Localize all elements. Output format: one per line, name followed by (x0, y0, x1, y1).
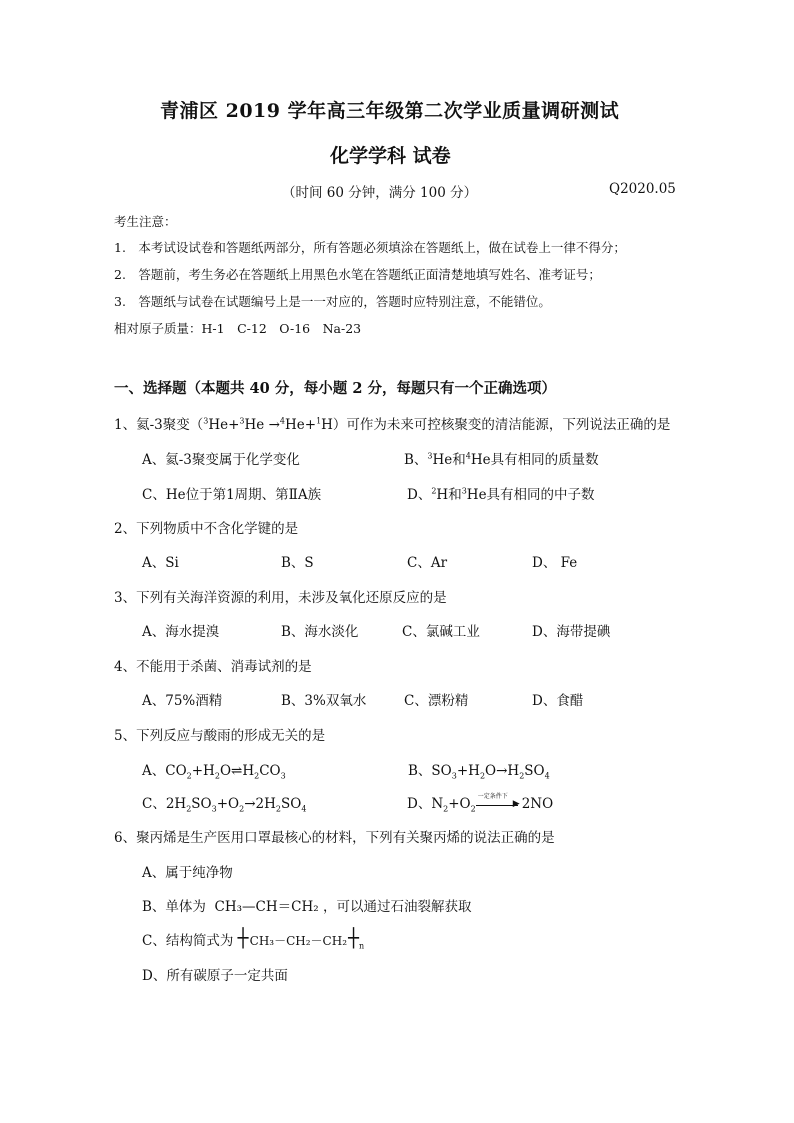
q4-option-d: D、食醋 (532, 693, 584, 709)
paper-code: Q2020.05 (609, 181, 676, 197)
page-subtitle: 化学学科 试卷 (330, 145, 451, 167)
q1-option-b: B、$^3$He和$^4$He具有相同的质量数 (404, 451, 599, 468)
page-title: 青浦区 2019 学年高三年级第二次学业质量调研测试 (160, 100, 620, 122)
question-2-stem: 2、下列物质中不含化学键的是 (114, 521, 299, 537)
q2-option-c: C、Ar (407, 555, 448, 571)
q2-option-d: D、 Fe (532, 555, 578, 571)
q4-option-b: B、3%双氧水 (281, 693, 367, 709)
q3-option-c: C、氯碱工业 (402, 624, 480, 640)
q3-option-d: D、海带提碘 (532, 624, 611, 640)
q6-option-c: C、结构简式为 ┼ CH₃－CH₂－CH₂ ┼ $_n$ (142, 928, 365, 951)
monomer-formula: CH₃—CH＝CH₂ (214, 899, 319, 915)
notice-item-1: 1. 本考试设试卷和答题纸两部分，所有答题必须填涂在答题纸上，做在试卷上一律不得分； (114, 240, 626, 255)
time-info: （时间 60 分钟，满分 100 分） (282, 185, 478, 201)
q1-option-a: A、氦-3聚变属于化学变化 (142, 452, 300, 468)
arrow-condition-label: 一定条件下 (477, 792, 508, 800)
q6-option-a: A、属于纯净物 (142, 865, 233, 881)
q2-option-a: A、Si (142, 555, 179, 571)
q1-option-d: D、$^2$H和$^3$He具有相同的中子数 (407, 486, 595, 503)
q3-option-a: A、海水提溴 (142, 624, 220, 640)
condition-arrow: 一定条件下 ▶ (477, 792, 520, 809)
polymer-structure: ┼ CH₃－CH₂－CH₂ ┼ (237, 928, 360, 949)
q5-option-c: C、$2H_2SO_3+O_2\to 2H_2SO_4$ (142, 796, 307, 814)
q6-option-d: D、所有碳原子一定共面 (142, 968, 288, 984)
q1-option-c: C、He位于第1周期、第ⅡA族 (142, 487, 322, 503)
q5-option-b: B、$SO_3+H_2O\to H_2SO_4$ (408, 763, 550, 781)
q5-option-a: A、$CO_2+H_2O\rightleftharpoons H_2CO_3$ (142, 763, 286, 781)
question-4-stem: 4、不能用于杀菌、消毒试剂的是 (114, 659, 312, 675)
q5-option-d: D、$N_2+O_2$ 一定条件下 ▶ 2NO (407, 792, 554, 814)
question-5-stem: 5、下列反应与酸雨的形成无关的是 (114, 728, 326, 744)
atomic-mass-info: 相对原子质量：H-1 C-12 O-16 Na-23 (114, 321, 362, 336)
q2-option-b: B、S (281, 555, 314, 571)
notice-item-2: 2. 答题前，考生务必在答题纸上用黑色水笔在答题纸正面清楚地填写姓名、准考证号； (114, 267, 601, 282)
question-1-stem: 1、氦-3聚变（$^3$He+$^3$He →$^4$He+$^1$H）可作为未来可控核聚变的清洁能源，下列说法正确的是 (114, 416, 671, 433)
notice-label: 考生注意： (114, 214, 177, 229)
notice-item-3: 3. 答题纸与试卷在试题编号上是一一对应的，答题时应特别注意，不能错位。 (114, 294, 551, 309)
q6-option-b: B、单体为 CH₃—CH＝CH₂ ，可以通过石油裂解获取 (142, 899, 472, 915)
question-6-stem: 6、聚丙烯是生产医用口罩最核心的材料，下列有关聚丙烯的说法正确的是 (114, 830, 555, 846)
section-heading: 一、选择题（本题共 40 分，每小题 2 分，每题只有一个正确选项） (114, 380, 556, 397)
q3-option-b: B、海水淡化 (281, 624, 359, 640)
q4-option-c: C、漂粉精 (404, 693, 469, 709)
question-3-stem: 3、下列有关海洋资源的利用，未涉及氧化还原反应的是 (114, 590, 447, 606)
q4-option-a: A、75%酒精 (142, 693, 223, 709)
